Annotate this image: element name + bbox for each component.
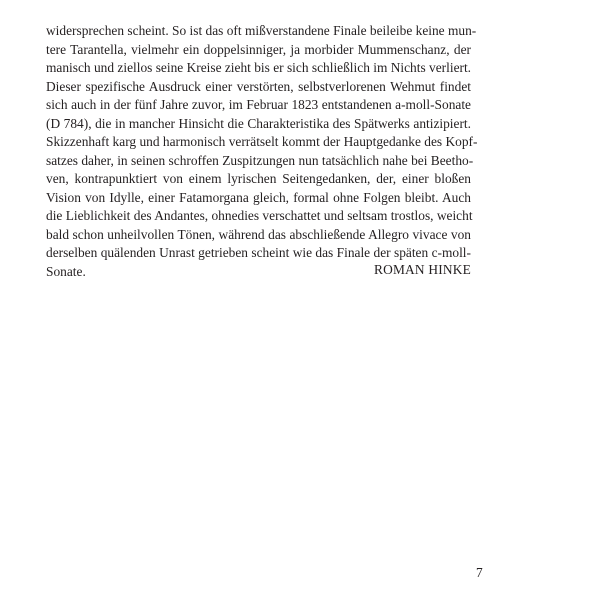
page-number: 7 xyxy=(476,565,483,580)
text-line: derselben quälenden Unrast getrieben scheint wie das Finale der späten c-moll- xyxy=(46,245,471,260)
text-line: sich auch in der fünf Jahre zuvor, im Februar 1823 entstandenen a-moll-Sonate xyxy=(46,97,471,112)
text-line: Dieser spezifische Ausdruck einer verstörten, selbstverlorenen Wehmut findet xyxy=(46,78,471,94)
text-line: tere Tarantella, vielmehr ein doppelsinniger, ja morbider Mummenschanz, der xyxy=(46,41,471,57)
text-line: ven, kontrapunktiert von einem lyrischen Seitengedanken, der, einer bloßen xyxy=(46,171,471,186)
text-line: widersprechen scheint. So ist das oft mißverstandene Finale beileibe keine mun- xyxy=(46,23,477,38)
text-line: satzes daher, in seinen schroffen Zuspitzungen nun tatsächlich nahe bei Beetho- xyxy=(46,152,474,168)
text-line: manisch und ziellos seine Kreise zieht bis er sich schließlich im Nichts verliert. xyxy=(46,60,472,75)
author-signature: ROMAN HINKE xyxy=(373,262,471,277)
text-line: bald schon unheilvollen Tönen, während das abschließende Allegro vivace von xyxy=(46,226,471,242)
text-line: die Lieblichkeit des Andantes, ohnedies verschattet und seltsam trostlos, weicht xyxy=(46,208,473,223)
text-line: (D 784), die in mancher Hinsicht die Charakteristika des Spätwerks antizipiert. xyxy=(46,115,471,131)
text-line: Vision von Idylle, einer Fatamorgana gleich, formal ohne Folgen bleibt. Auch xyxy=(46,189,471,205)
text-line: Sonate. xyxy=(46,263,86,279)
text-line: Skizzenhaft karg und harmonisch verrätselt kommt der Hauptgedanke des Kopf- xyxy=(46,134,478,149)
body-text xyxy=(46,22,478,281)
